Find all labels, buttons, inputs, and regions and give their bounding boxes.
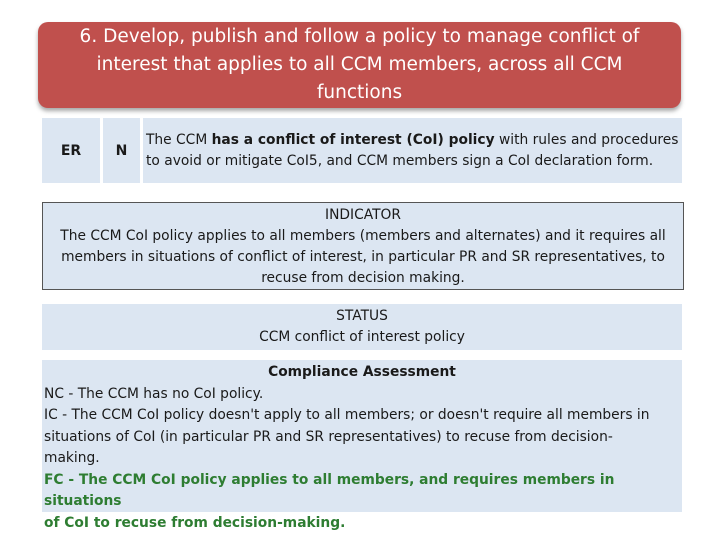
compliance-ic-line-2: situations of CoI (in particular PR and SR representatives) to recuse from decision- xyxy=(44,428,613,445)
requirement-category: ER xyxy=(60,142,82,159)
requirement-desc-line-1 xyxy=(146,130,678,151)
requirement-desc-line-2: to avoid or mitigate CoI5, and CCM members sign a CoI declaration form. xyxy=(146,152,654,169)
compliance-box xyxy=(42,360,682,531)
compliance-ic-line-3: making. xyxy=(44,450,100,466)
indicator-heading: INDICATOR xyxy=(325,207,401,223)
compliance-nc: NC - The CCM has no CoI policy. xyxy=(44,385,264,402)
requirement-description-cell xyxy=(143,118,682,183)
compliance-fc-line-1: FC - The CCM CoI policy applies to all members, and requires members in situations xyxy=(44,471,615,509)
compliance-fc-line-2: of CoI to recuse from decision-making. xyxy=(44,514,346,531)
desc-text-a: The CCM xyxy=(146,131,212,148)
compliance-heading: Compliance Assessment xyxy=(268,364,456,380)
indicator-line-1: The CCM CoI policy applies to all members (members and alternates) and it requires all xyxy=(60,228,666,244)
indicator-line-3: recuse from decision making. xyxy=(261,270,465,286)
indicator-box xyxy=(42,202,684,290)
requirement-category-cell xyxy=(42,118,100,183)
indicator-line-2: members in situations of conflict of interest, in particular PR and SR representatives, to xyxy=(61,249,665,265)
title-line-3: functions xyxy=(316,82,403,103)
compliance-ic-line-1: IC - The CCM CoI policy doesn't apply to all members; or doesn't require all members in xyxy=(44,407,650,423)
title-line-2: interest that applies to all CCM members, across all CCM xyxy=(96,54,623,75)
status-value: CCM conflict of interest policy xyxy=(259,329,465,345)
requirement-flag-cell xyxy=(103,118,140,183)
desc-text-b: with rules and procedures xyxy=(494,131,679,148)
requirement-flag: N xyxy=(115,142,128,159)
desc-text-bold: has a conflict of interest (CoI) policy xyxy=(211,131,495,148)
slide-title xyxy=(38,22,681,108)
status-box xyxy=(42,304,682,350)
status-heading: STATUS xyxy=(336,308,388,324)
title-line-1: 6. Develop, publish and follow a policy to manage conflict of xyxy=(79,26,640,47)
